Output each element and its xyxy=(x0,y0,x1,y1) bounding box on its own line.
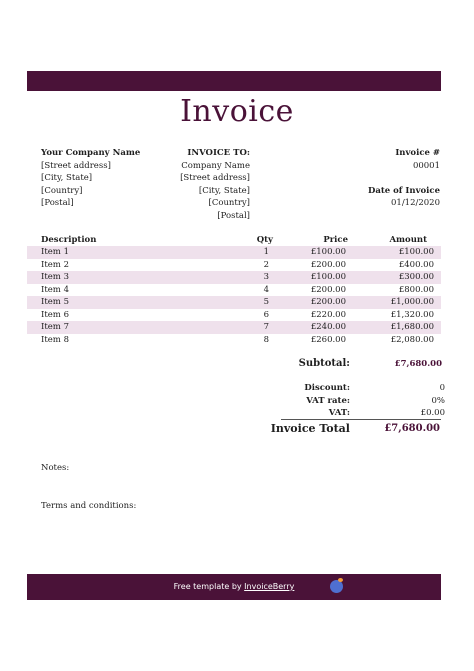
vat-value: £0.00 xyxy=(420,408,445,418)
item-description: Item 3 xyxy=(41,272,69,282)
item-amount: £300.00 xyxy=(398,272,434,282)
footer-text xyxy=(27,582,441,591)
item-qty: 4 xyxy=(263,284,269,295)
item-qty: 7 xyxy=(263,322,269,332)
item-price: £100.00 xyxy=(310,272,346,282)
terms-label: Terms and conditions: xyxy=(41,501,137,511)
item-description: Item 4 xyxy=(41,284,69,295)
invoice-number: 00001 xyxy=(412,160,440,171)
from-city: [City, State] xyxy=(41,173,93,183)
item-qty: 2 xyxy=(263,259,269,270)
items-table-header xyxy=(27,234,441,246)
item-price: £240.00 xyxy=(310,322,346,332)
from-street: [Street address] xyxy=(41,160,111,171)
item-qty: 5 xyxy=(263,297,269,307)
item-amount: £100.00 xyxy=(398,247,434,257)
vat-label: VAT: xyxy=(328,408,350,418)
table-row xyxy=(27,309,441,322)
to-country: [Country] xyxy=(208,198,250,208)
invoiceberry-logo-icon xyxy=(330,580,343,593)
item-description: Item 5 xyxy=(41,297,69,307)
table-row xyxy=(27,259,441,272)
item-description: Item 6 xyxy=(41,309,69,320)
from-country: [Country] xyxy=(41,185,83,196)
item-amount: £1,000.00 xyxy=(390,297,434,307)
header-amount: Amount xyxy=(389,235,427,245)
to-block xyxy=(180,147,250,222)
item-description: Item 1 xyxy=(41,247,69,257)
footer-prefix: Free template by xyxy=(173,582,245,591)
from-postal: [Postal] xyxy=(41,198,74,208)
vat-rate-label: VAT rate: xyxy=(306,396,350,406)
item-qty: 1 xyxy=(263,247,269,257)
invoice-date-label: Date of Invoice xyxy=(367,185,440,196)
item-price: £220.00 xyxy=(310,309,346,320)
invoice-number-label: Invoice # xyxy=(395,148,440,158)
to-street: [Street address] xyxy=(180,173,250,183)
item-amount: £1,320.00 xyxy=(390,309,434,320)
from-company-name: Your Company Name xyxy=(41,148,141,158)
item-qty: 6 xyxy=(263,309,269,320)
header-qty: Qty xyxy=(256,235,273,245)
discount-label: Discount: xyxy=(304,383,350,393)
header-description: Description xyxy=(41,235,97,245)
invoice-title: Invoice xyxy=(180,94,294,129)
item-price: £260.00 xyxy=(310,334,346,345)
item-price: £100.00 xyxy=(310,247,346,257)
item-amount: £1,680.00 xyxy=(390,322,434,332)
subtotal-value: £7,680.00 xyxy=(394,359,442,369)
item-qty: 8 xyxy=(263,334,269,345)
item-description: Item 8 xyxy=(41,334,69,345)
header-bar xyxy=(27,71,441,91)
vat-rate-value: 0% xyxy=(431,396,445,406)
invoice-total-value: £7,680.00 xyxy=(384,423,440,434)
item-qty: 3 xyxy=(263,272,269,282)
table-row xyxy=(27,246,441,259)
header-price: Price xyxy=(323,235,348,245)
to-postal: [Postal] xyxy=(217,210,250,221)
footer-bar xyxy=(27,574,441,600)
invoice-total-label: Invoice Total xyxy=(270,422,350,435)
to-heading: INVOICE TO: xyxy=(187,148,250,158)
item-description: Item 7 xyxy=(41,322,69,332)
item-amount: £2,080.00 xyxy=(390,334,434,345)
total-divider xyxy=(281,419,441,420)
item-price: £200.00 xyxy=(310,259,346,270)
invoice-date: 01/12/2020 xyxy=(391,198,440,208)
footer-link[interactable]: InvoiceBerry xyxy=(244,582,295,591)
item-price: £200.00 xyxy=(310,297,346,307)
meta-block xyxy=(368,147,440,210)
notes-label: Notes: xyxy=(41,463,70,473)
table-row xyxy=(27,321,441,334)
table-row xyxy=(27,284,441,297)
table-row xyxy=(27,296,441,309)
item-price: £200.00 xyxy=(310,284,346,295)
to-city: [City, State] xyxy=(198,185,250,196)
from-block xyxy=(41,147,140,210)
table-row xyxy=(27,334,441,347)
discount-value: 0 xyxy=(439,383,445,393)
table-row xyxy=(27,271,441,284)
to-company: Company Name xyxy=(181,160,250,171)
subtotal-label: Subtotal: xyxy=(298,358,350,369)
item-description: Item 2 xyxy=(41,259,69,270)
item-amount: £800.00 xyxy=(398,284,434,295)
items-table-body xyxy=(27,246,441,346)
item-amount: £400.00 xyxy=(398,259,434,270)
